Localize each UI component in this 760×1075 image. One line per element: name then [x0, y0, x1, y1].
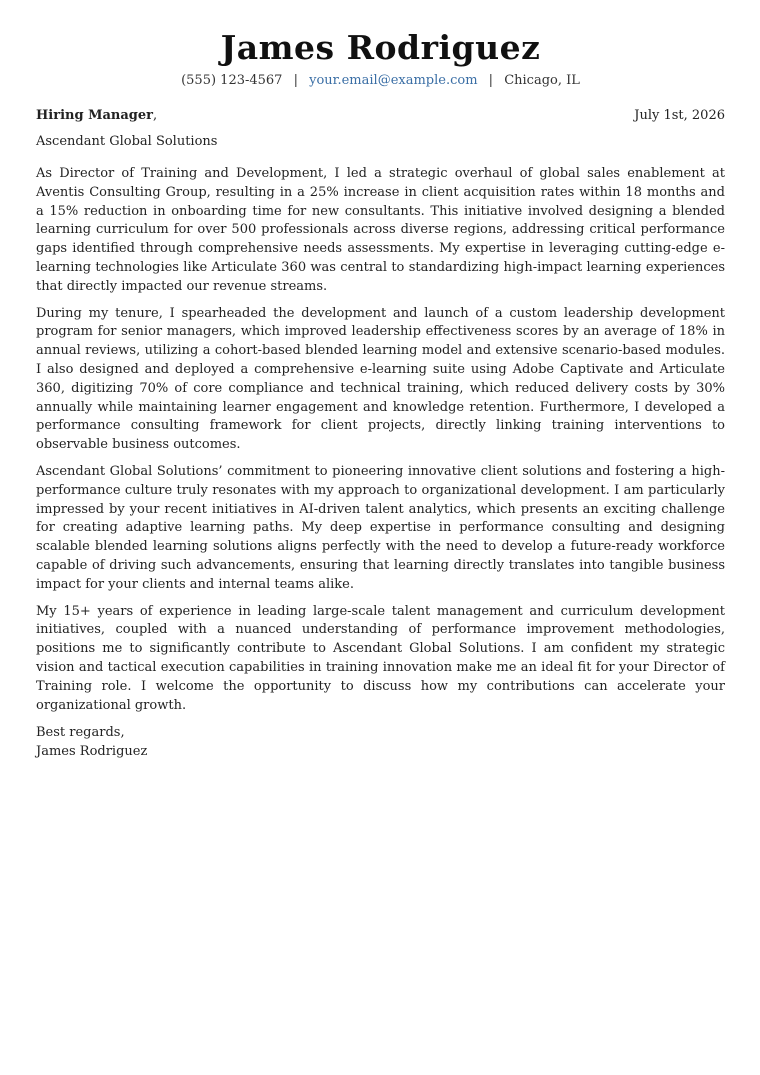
body-paragraph: During my tenure, I spearheaded the development and launch of a custom leadership development program for senior managers, which improved leadership effectiveness scores by an average of 18% in annual reviews, utilizing a cohort-based blended learning model and extensive scenario-based modules. I also designed and deployed a comprehensive e-learning suite using Adobe Captivate and Articulate 360, digitizing 70% of core compliance and technical training, which reduced delivery costs by 30% annually while maintaining learner engagement and knowledge retention. Furthermore, I developed a performance consulting framework for client projects, directly linking training interventions to observable business outcomes. — [36, 305, 725, 453]
email-link[interactable]: your.email@example.com — [309, 73, 478, 88]
letter-closing — [36, 723, 725, 761]
phone-number: (555) 123-4567 — [181, 73, 283, 88]
location: Chicago, IL — [504, 73, 580, 88]
body-paragraph: As Director of Training and Development, I led a strategic overhaul of global sales enablement at Aventis Consulting Group, resulting in a 25% increase in client acquisition rates within 18 months and a 15% reduction in onboarding time for new consultants. This initiative involved designing a blended learning curriculum for over 500 professionals across diverse regions, addressing critical performance gaps identified through comprehensive needs assessments. My expertise in leveraging cutting-edge e-learning technologies like Articulate 360 was central to standardizing high-impact learning experiences that directly impacted our revenue streams. — [36, 166, 725, 294]
letter-date: July 1st, 2026 — [634, 108, 725, 123]
applicant-name: James Rodriguez — [220, 28, 541, 67]
body-paragraph: Ascendant Global Solutions’ commitment to pioneering innovative client solutions and fostering a high-performance culture truly resonates with my approach to organizational development. I am particularly impressed by your recent initiatives in AI-driven talent analytics, which presents an exciting challenge for creating adaptive learning paths. My deep expertise in performance consulting and designing scalable blended learning solutions aligns perfectly with the need to develop a future-ready workforce capable of driving such advancements, ensuring that learning directly translates into tangible business impact for your clients and internal teams alike. — [36, 463, 725, 592]
recipient-name: Hiring Manager — [36, 108, 153, 123]
contact-line — [36, 72, 725, 90]
recipient-date-row — [36, 107, 725, 125]
letter-body — [36, 165, 725, 715]
salutation — [36, 107, 157, 125]
signature-name: James Rodriguez — [36, 744, 148, 760]
recipient-company: Ascendant Global Solutions — [36, 134, 218, 149]
body-paragraph: My 15+ years of experience in leading large-scale talent management and curriculum development initiatives, coupled with a nuanced understanding of performance improvement methodologies, positions me to significantly contribute to Ascendant Global Solutions. I am confident my strategic vision and tactical execution capabilities in training innovation make me an ideal fit for your Director of Training role. I welcome the opportunity to discuss how my contributions can accelerate your organizational growth. — [36, 603, 725, 713]
sign-off: Best regards, — [36, 725, 125, 741]
cover-letter-page — [36, 26, 725, 761]
contact-separator: | — [293, 73, 298, 88]
salutation-punctuation: , — [152, 108, 158, 123]
contact-separator: | — [488, 73, 494, 88]
